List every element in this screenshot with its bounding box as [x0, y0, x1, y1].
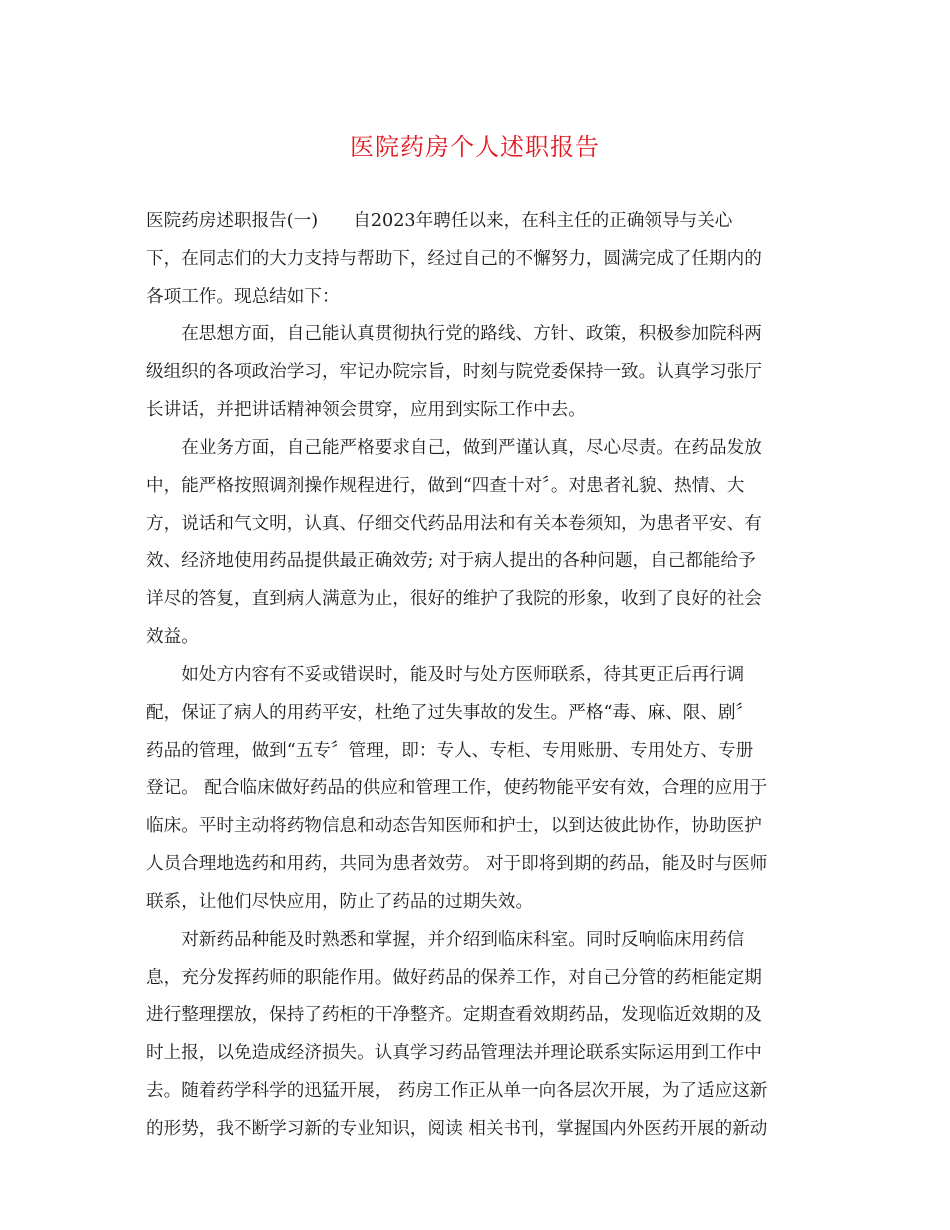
text-line-20: 对新药品种能及时熟悉和掌握，并介绍到临床科室。同时反响临床用药信 — [146, 930, 745, 950]
text-line-7: 在业务方面，自己能严格要求自己，做到严谨认真，尽心尽责。在药品发放 — [146, 438, 762, 458]
text-line-21: 息，充分发挥药师的职能作用。做好药品的保养工作，对自己分管的药柜能定期 — [146, 968, 762, 988]
document-title: 医院药房个人述职报告 — [350, 133, 600, 161]
text-line-14: 配，保证了病人的用药平安，杜绝了过失事故的发生。严格“毒、麻、限、剧〞 — [146, 703, 754, 723]
text-line-2: 下，在同志们的大力支持与帮助下，经过自己的不懈努力，圆满完成了任期内的 — [146, 249, 762, 269]
text-line-18: 人员合理地选药和用药，共同为患者效劳。 对于即将到期的药品，能及时与医师 — [146, 854, 768, 874]
text-line-3: 各项工作。现总结如下： — [146, 287, 340, 307]
text-line-6: 长讲话，并把讲话精神领会贯穿，应用到实际工作中去。 — [146, 400, 586, 420]
text-line-22: 进行整理摆放，保持了药柜的干净整齐。定期查看效期药品，发现临近效期的及 — [146, 1005, 762, 1025]
text-line-15: 药品的管理，做到“五专〞管理，即：专人、专柜、专用账册、专用处方、专册 — [146, 741, 754, 761]
text-line-23: 时上报，以免造成经济损失。认真学习药品管理法并理论联系实际运用到工作中 — [146, 1043, 762, 1063]
text-line-11: 详尽的答复，直到病人满意为止，很好的维护了我院的形象，收到了良好的社会 — [146, 589, 762, 609]
text-line-10: 效、经济地使用药品提供最正确效劳; 对于病人提出的各种问题，自己都能给予 — [146, 551, 756, 571]
text-line-16: 登记。 配合临床做好药品的供应和管理工作，使药物能平安有效，合理的应用于 — [146, 778, 768, 798]
text-line-17: 临床。平时主动将药物信息和动态告知医师和护士，以到达彼此协作，协助医护 — [146, 816, 762, 836]
text-line-4: 在思想方面，自己能认真贯彻执行党的路线、方针、政策，积极参加院科两 — [146, 324, 762, 344]
text-line-1: 医院药房述职报告(一) 自2023年聘任以来，在科主任的正确领导与关心 — [146, 211, 733, 231]
text-line-8: 中，能严格按照调剂操作规程进行，做到“四查十对〞。对患者礼貌、热情、大 — [146, 476, 745, 496]
text-line-12: 效益。 — [146, 627, 199, 647]
text-line-24: 去。随着药学科学的迅猛开展， 药房工作正从单一向各层次开展，为了适应这新 — [146, 1081, 768, 1101]
text-line-25: 的形势，我不断学习新的专业知识，阅读 相关书刊，掌握国内外医药开展的新动 — [146, 1119, 768, 1139]
text-line-5: 级组织的各项政治学习，牢记办院宗旨，时刻与院党委保持一致。认真学习张厅 — [146, 362, 762, 382]
text-line-13: 如处方内容有不妥或错误时，能及时与处方医师联系，待其更正后再行调 — [146, 665, 745, 685]
text-line-9: 方，说话和气文明，认真、仔细交代药品用法和有关本卷须知，为患者平安、有 — [146, 514, 762, 534]
text-line-19: 联系，让他们尽快应用，防止了药品的过期失效。 — [146, 892, 534, 912]
